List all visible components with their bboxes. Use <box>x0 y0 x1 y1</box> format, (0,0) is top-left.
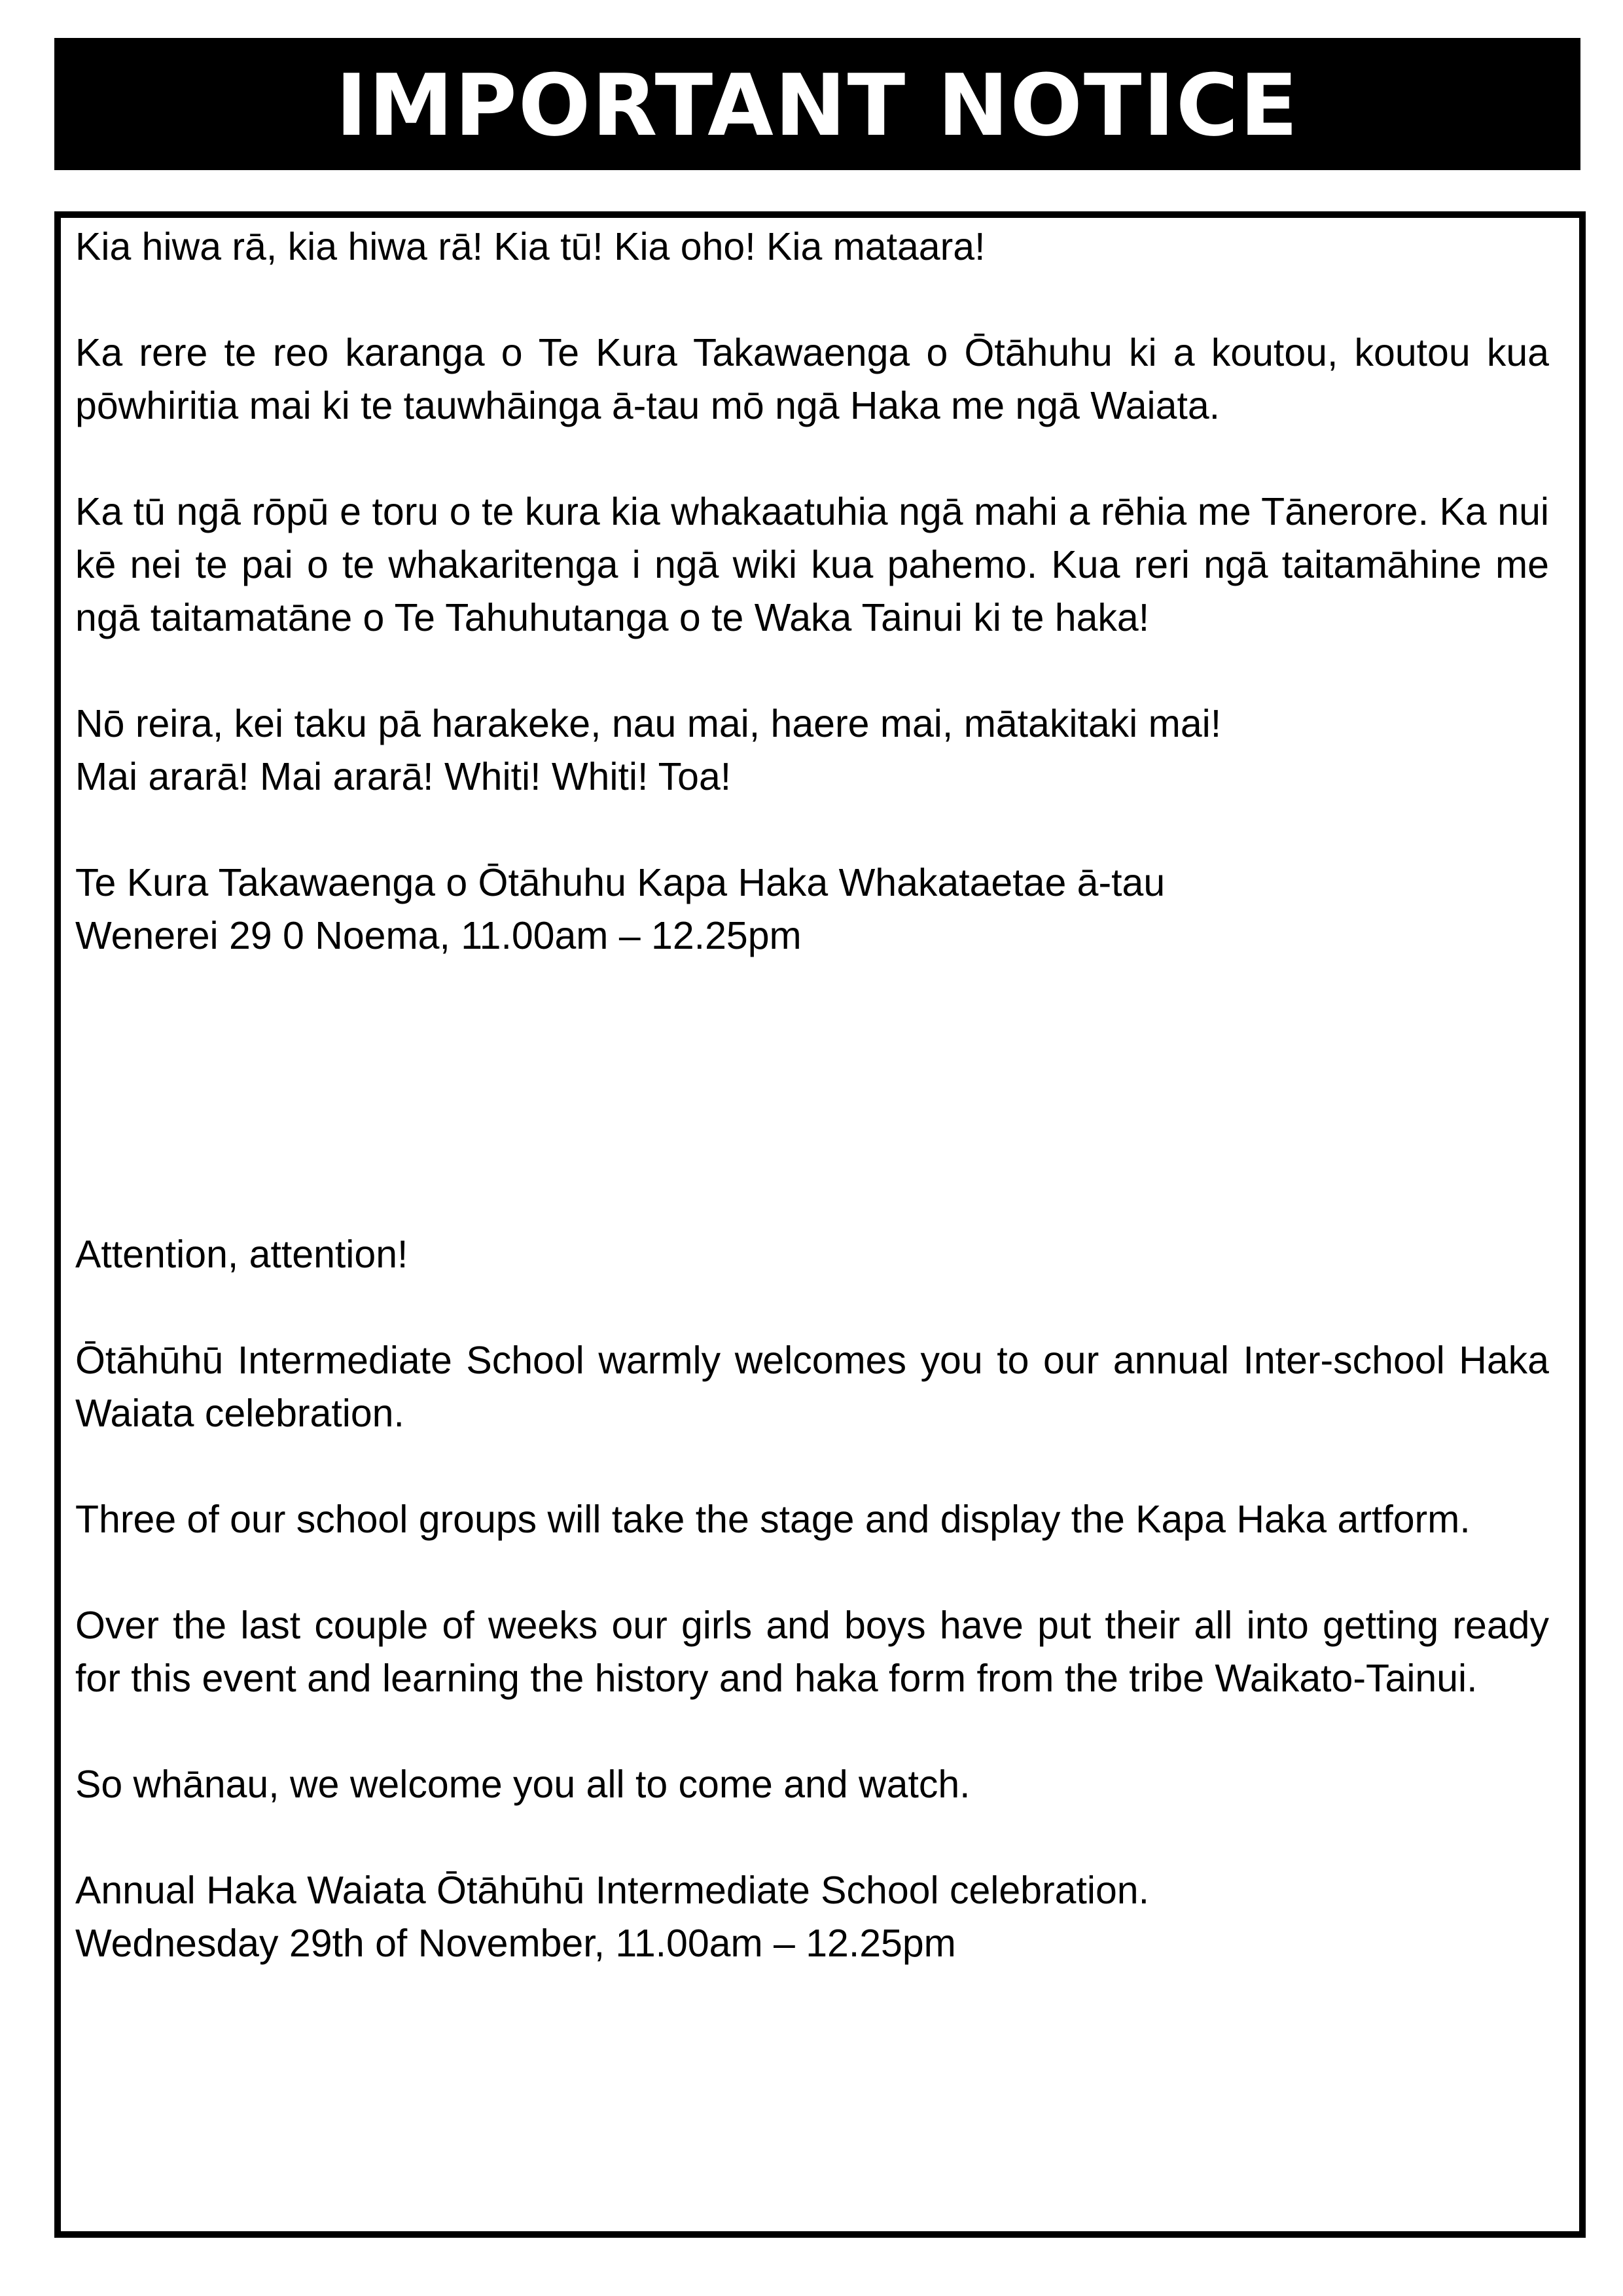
maori-welcome-paragraph: Ka rere te reo karanga o Te Kura Takawaenga o Ōtāhuhu ki a koutou, koutou kua pōwhiritia mai ki te tauwhāinga ā-tau mō ngā Haka me ngā Waiata. <box>75 331 1549 427</box>
maori-invitation-paragraph <box>75 698 1549 804</box>
maori-greeting: Kia hiwa rā, kia hiwa rā! Kia tū! Kia oho! Kia mataara! <box>75 225 986 268</box>
english-groups-paragraph: Three of our school groups will take the stage and display the Kapa Haka artform. <box>75 1498 1471 1541</box>
maori-chant-line: Mai ararā! Mai ararā! Whiti! Whiti! Toa! <box>75 755 732 798</box>
notice-body <box>75 221 1549 1970</box>
english-event-name: Annual Haka Waiata Ōtāhūhū Intermediate School celebration. <box>75 1869 1149 1912</box>
maori-event-name: Te Kura Takawaenga o Ōtāhuhu Kapa Haka Whakataetae ā-tau <box>75 861 1166 904</box>
english-event-date: Wednesday 29th of November, 11.00am – 12.25pm <box>75 1922 956 1965</box>
english-preparation-paragraph: Over the last couple of weeks our girls and boys have put their all into getting ready for this event and learning the history and haka form from the tribe Waikato-Tainui. <box>75 1604 1549 1700</box>
notice-title: IMPORTANT NOTICE <box>335 56 1300 155</box>
maori-invitation-line: Nō reira, kei taku pā harakeke, nau mai, haere mai, mātakitaki mai! <box>75 702 1222 745</box>
english-welcome-paragraph: Ōtāhūhū Intermediate School warmly welcomes you to our annual Inter-school Haka Waiata celebration. <box>75 1339 1549 1435</box>
english-greeting: Attention, attention! <box>75 1233 408 1276</box>
maori-event-details <box>75 857 1549 963</box>
english-invitation-paragraph: So whānau, we welcome you all to come and watch. <box>75 1763 971 1806</box>
header-banner <box>54 38 1580 170</box>
maori-groups-paragraph: Ka tū ngā rōpū e toru o te kura kia whakaatuhia ngā mahi a rēhia me Tānerore. Ka nui kē nei te pai o te whakaritenga i ngā wiki kua pahemo. Kua reri ngā taitamāhine me ngā taitamatāne o Te Tahuhutanga o te Waka Tainui ki te haka! <box>75 490 1549 639</box>
english-event-details <box>75 1864 1549 1970</box>
maori-event-date: Wenerei 29 0 Noema, 11.00am – 12.25pm <box>75 914 802 957</box>
